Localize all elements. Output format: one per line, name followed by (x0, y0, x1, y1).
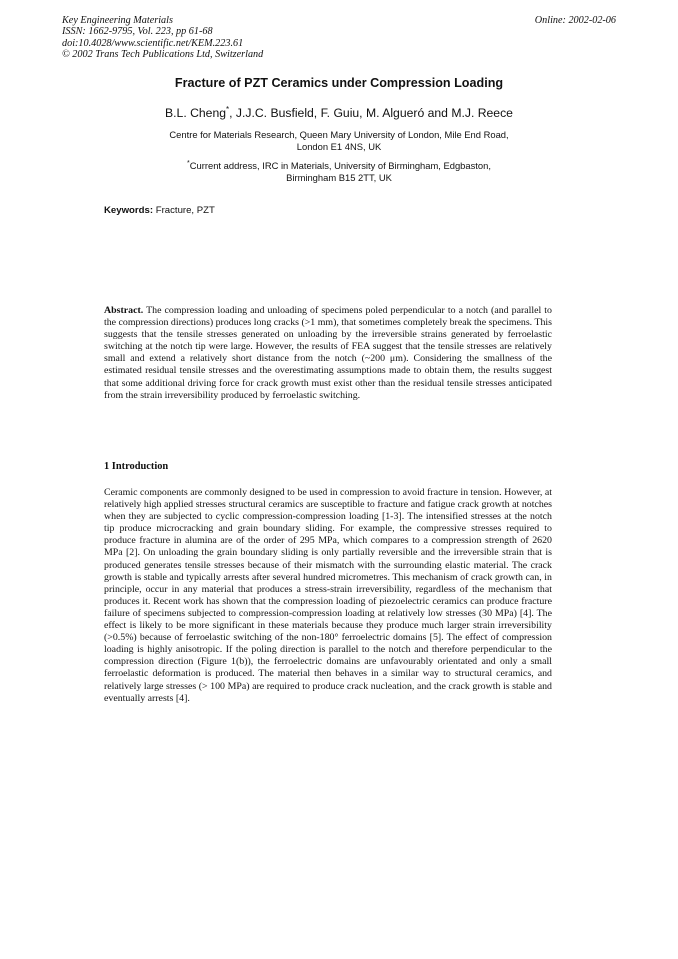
abstract-label: Abstract. (104, 305, 144, 316)
journal-name: Key Engineering Materials (62, 15, 173, 26)
introduction-text: Ceramic components are commonly designed to be used in compression to avoid fracture in tension. However, at relatively high applied stresses structural ceramics are susceptible to fracture and fatigue crack growth at notches when they are subjected to cyclic compression-compression loading [1-3]. The intensified stresses at the notch tip produce microcracking and grain boundary sliding. For example, the compressive stresses required to produce fracture in alumina are of the order of 295 MPa, which compares to a compression strength of 2620 MPa [2]. On unloading the grain boundary sliding is only partially reversible and the irreversible strain that is produced generates tensile stresses because of their mismatch with the surrounding elastic material. The crack growth is stable and typically arrests after several hundred micrometres. This mechanism of crack growth can, in principle, occur in any material that produces a stress-strain irreversibility, regardless of the mechanism that produces it. Recent work has shown that the compression loading of piezoelectric ceramics can produce fracture failure of specimens subjected to compression-compression loading at relatively low stresses (30 MPa) [4]. The effect is likely to be more significant in these materials because they produce much larger strain irreversibility (>0.5%) because of ferroelastic switching of the non-180° ferroelectric domains [5]. The effect of compression loading is highly anisotropic. If the poling direction is parallel to the notch and therefore perpendicular to the compression direction (Figure 1(b)), the ferroelectric domains are unfavourably orientated and only a small ferroelastic deformation is produced. The material then behaves in a similar way to structural ceramics, and relatively large stresses (> 100 MPa) are required to produce crack nucleation, and the crack growth is stable and eventually arrests [4]. (104, 487, 552, 704)
first-author: B.L. Cheng (165, 106, 227, 121)
copyright-line: © 2002 Trans Tech Publications Ltd, Switzerland (62, 49, 264, 61)
abstract-text: The compression loading and unloading of specimens poled perpendicular to a notch (and parallel to the compression directions) produces long cracks (>1 mm), that sometimes completely break the specimens. This suggests that the tensile stresses generated on unloading by the irreversible strains generated by ferroelastic switching at the notch tip were large. However, the results of FEA suggest that the tensile stresses are relatively small and extend a relatively short distance from the notch (~200 μm). Considering the smallness of the estimated residual tensile stresses and the overestimating assumptions made to obtain them, the results suggest that some additional driving force for crack growth must exist other than the residual tensile stresses anticipated from the strain irreversibility produced by ferroelastic switching. (104, 305, 553, 401)
paper-title: Fracture of PZT Ceramics under Compression Loading (174, 76, 504, 90)
abstract (104, 305, 552, 402)
issn-line: ISSN: 1662-9795, Vol. 223, pp 61-68 (62, 26, 213, 38)
other-authors: , J.J.C. Busfield, F. Guiu, M. Algueró and M.J. Reece (229, 106, 513, 121)
current-address-line-1: Current address, IRC in Materials, University of Birmingham, Edgbaston, (189, 160, 491, 172)
keywords-label: Keywords: (104, 205, 154, 216)
keywords-value: Fracture, PZT (153, 205, 215, 216)
current-address (0, 158, 678, 183)
affiliation (0, 129, 678, 152)
doi-line: doi:10.4028/www.scientific.net/KEM.223.61 (62, 37, 244, 49)
keywords (104, 205, 215, 216)
affiliation-line-2: London E1 4NS, UK (296, 140, 382, 152)
author-footnote-mark: * (226, 105, 230, 114)
journal-header (62, 15, 616, 61)
section-heading-introduction: 1 Introduction (104, 461, 169, 472)
current-address-mark: * (187, 160, 190, 167)
current-address-line-2: Birmingham B15 2TT, UK (286, 171, 392, 183)
online-date: Online: 2002-02-06 (534, 15, 616, 26)
author-list (0, 105, 678, 120)
affiliation-line-1: Centre for Materials Research, Queen Mary University of London, Mile End Road, (169, 129, 509, 140)
